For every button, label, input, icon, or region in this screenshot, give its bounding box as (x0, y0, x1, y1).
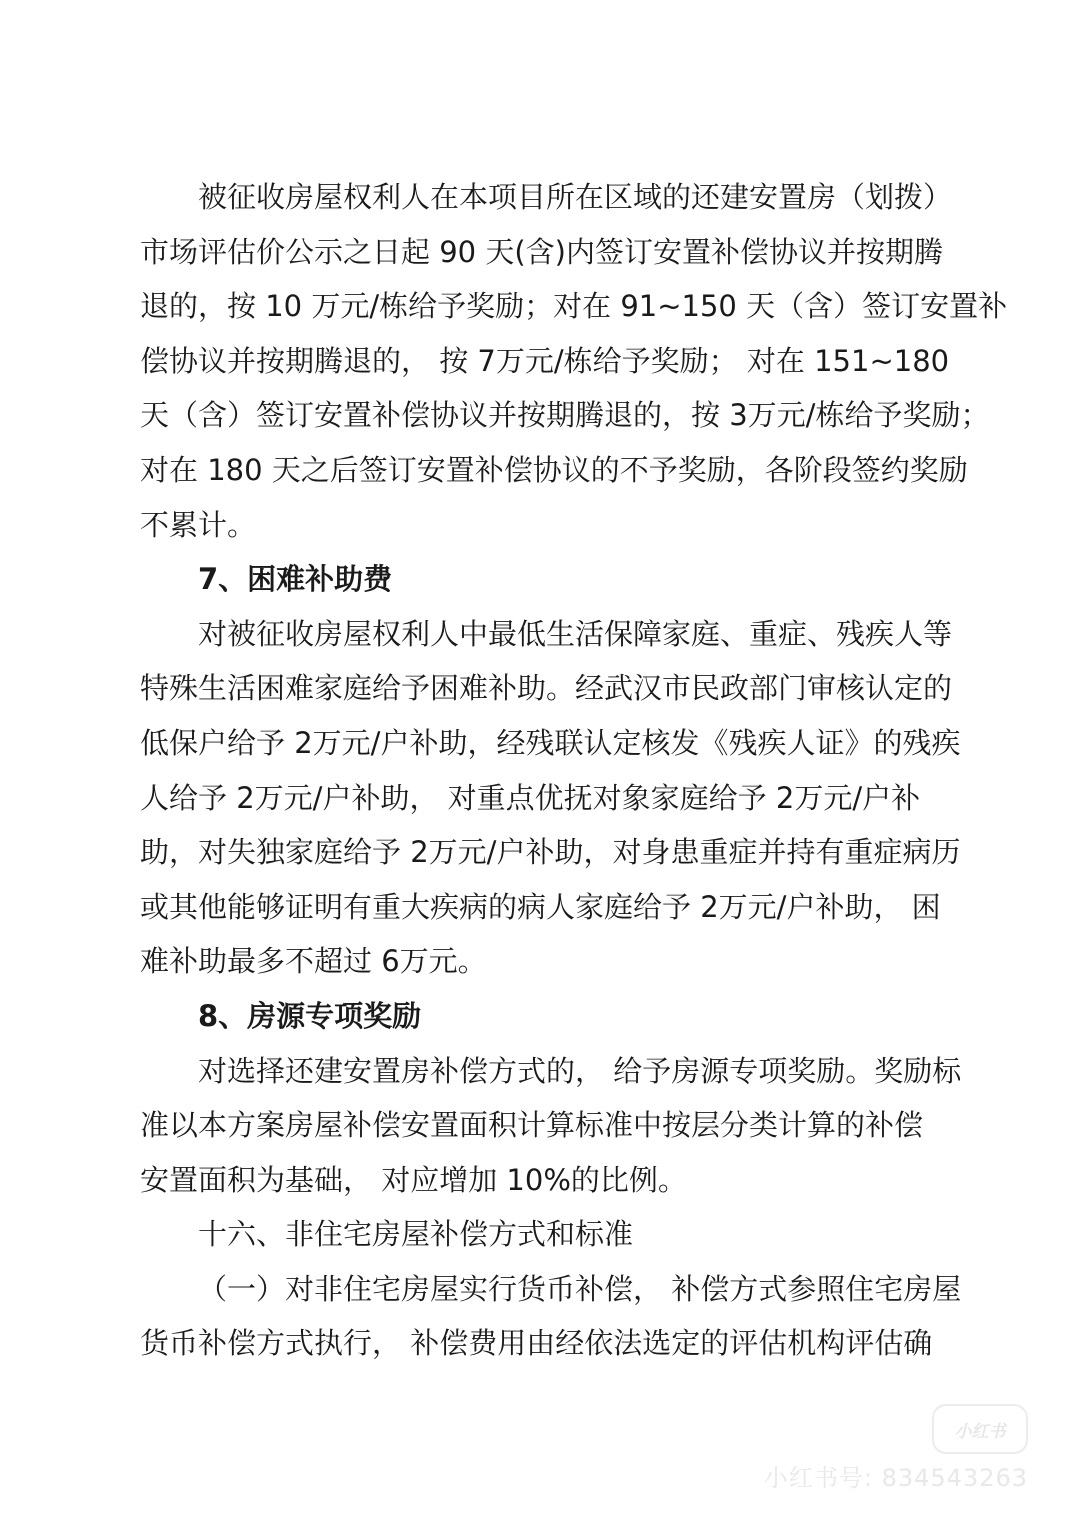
watermark-id: 小红书号: 834543263 (763, 1464, 1028, 1492)
text-line: 人给予 2万元/户补助， 对重点优抚对象家庭给予 2万元/户补 (140, 780, 921, 815)
section-heading: 8、房源专项奖励 (198, 998, 422, 1033)
text-line: 对在 180 天之后签订安置补偿协议的不予奖励，各阶段签约奖励 (140, 452, 968, 487)
text-line: 助，对失独家庭给予 2万元/户补助，对身患重症并持有重症病历 (140, 835, 961, 870)
text-line: 不累计。 (140, 507, 257, 542)
text-line: 天（含）签订安置补偿协议并按期腾退的，按 3万元/栋给予奖励； (140, 398, 990, 433)
text-line: 市场评估价公示之日起 90 天(含)内签订安置补偿协议并按期腾 (140, 234, 943, 269)
watermark-logo-text: 小红书 (954, 1421, 1006, 1442)
text-line: 被征收房屋权利人在本项目所在区域的还建安置房（划拨） (198, 180, 953, 214)
text-line: 偿协议并按期腾退的， 按 7万元/栋给予奖励； 对在 151~180 (140, 343, 950, 378)
section-heading: 7、困难补助费 (198, 562, 393, 597)
text-line: （一）对非住宅房屋实行货币补偿， 补偿方式参照住宅房屋 (198, 1271, 962, 1306)
text-line: 退的，按 10 万元/栋给予奖励；对在 91~150 天（含）签订安置补 (140, 289, 1008, 324)
document-body (140, 170, 1008, 1371)
text-line: 货币补偿方式执行， 补偿费用由经依法选定的评估机构评估确 (140, 1326, 933, 1361)
text-line: 或其他能够证明有重大疾病的病人家庭给予 2万元/户补助， 困 (140, 889, 941, 924)
text-line: 准以本方案房屋补偿安置面积计算标准中按层分类计算的补偿 (140, 1108, 924, 1143)
text-line: 对被征收房屋权利人中最低生活保障家庭、重症、残疾人等 (198, 616, 953, 651)
text-line: 特殊生活困难家庭给予困难补助。经武汉市民政部门审核认定的 (140, 671, 953, 706)
text-line: 十六、非住宅房屋补偿方式和标准 (198, 1217, 634, 1252)
watermark-logo (932, 1404, 1028, 1454)
text-line: 安置面积为基础， 对应增加 10%的比例。 (140, 1162, 687, 1197)
text-line: 低保户给予 2万元/户补助，经残联认定核发《残疾人证》的残疾 (140, 725, 961, 760)
text-line: 对选择还建安置房补偿方式的， 给予房源专项奖励。奖励标 (198, 1053, 962, 1088)
text-line: 难补助最多不超过 6万元。 (140, 944, 487, 979)
